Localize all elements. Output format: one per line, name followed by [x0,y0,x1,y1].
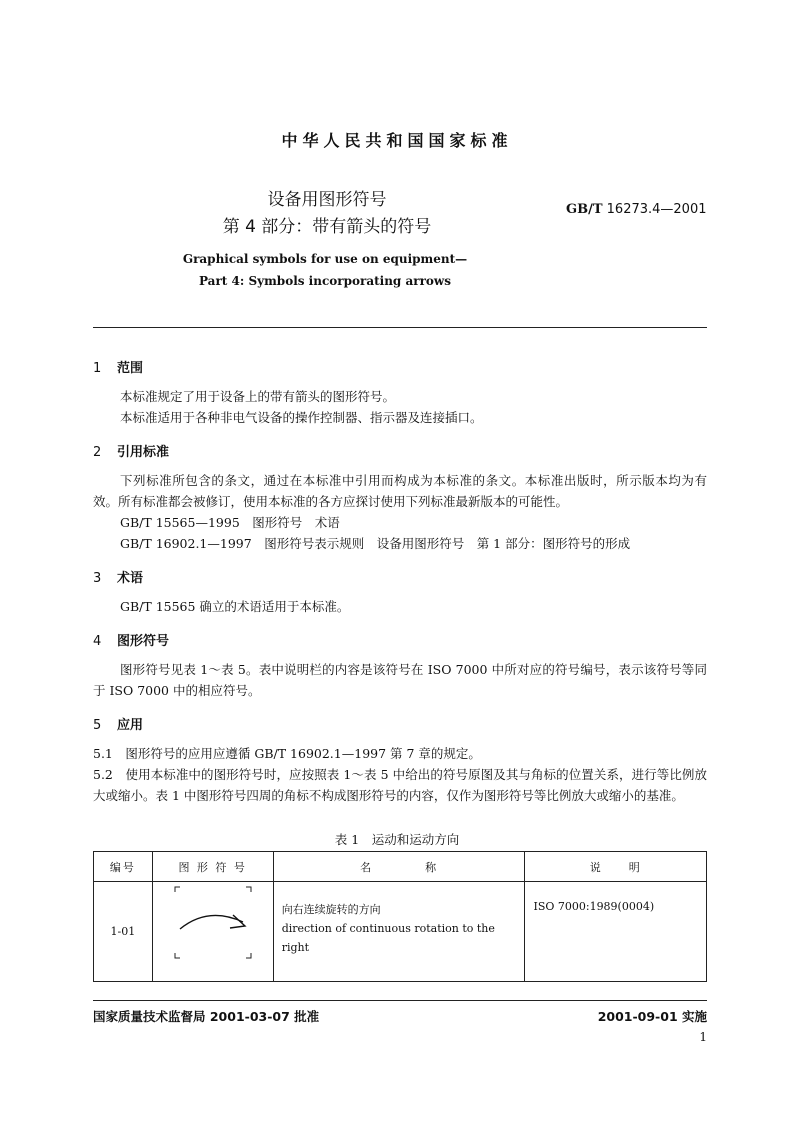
symbol-name-cell [273,882,525,982]
section-number: 2 [93,445,102,460]
national-standard-label: 中华人民共和国国家标准 [281,131,513,150]
document-subtitle: 第 4 部分：带有箭头的符号 [222,217,432,237]
english-subtitle: Part 4: Symbols incorporating arrows [198,274,451,288]
reference-item: GB/T 15565—1995 图形符号 术语 [120,515,340,530]
symbol-note: ISO 7000:1989(0004) [525,882,707,982]
symbol-table [93,851,707,982]
reference-item: GB/T 16902.1—1997 图形符号表示规则 设备用图形符号 第 1 部分：图形符号的形成 [120,536,631,551]
implementation-date: 2001-09-01 实施 [597,1009,707,1024]
clause-5-2: 5.2 使用本标准中的图形符号时，应按照表 1～表 5 中给出的符号原图及其与角标的位置关系，进行等比例放大或缩小。表 1 中图形符号四周的角标不构成图形符号的内容，仅作为图形符号等比例放大或缩小的基准。 [93,767,707,803]
section-title: 图形符号 [117,634,170,649]
section-heading-terms [93,567,143,586]
col-header-symbol: 图 形 符 号 [152,852,273,882]
page-number: 1 [699,1030,707,1044]
section-number: 1 [93,361,102,376]
clause-5-1: 5.1 图形符号的应用应遵循 GB/T 16902.1—1997 第 7 章的规定。 [93,746,481,761]
section-title: 术语 [117,571,144,586]
paragraph: GB/T 15565 确立的术语适用于本标准。 [120,599,350,614]
approval-statement: 国家质量技术监督局 2001-03-07 批准 [93,1009,320,1024]
standard-prefix: GB/T [566,202,603,217]
col-header-note: 说 明 [525,852,707,882]
table-caption: 表 1 运动和运动方向 [334,832,460,847]
table-row [94,882,707,982]
section-number: 5 [93,718,102,733]
section-number: 4 [93,634,102,649]
col-header-number: 编号 [94,852,153,882]
section-number: 3 [93,571,102,586]
english-title: Graphical symbols for use on equipment— [182,252,468,266]
section-heading-application [93,714,143,733]
symbol-cell [152,882,273,982]
section-heading-scope [93,357,143,376]
section-title: 范围 [117,361,144,376]
paragraph: 下列标准所包含的条文，通过在本标准中引用而构成为本标准的条文。本标准出版时，所示版本均为有效。所有标准都会被修订，使用本标准的各方应探讨使用下列标准最新版本的可能性。 [93,473,707,509]
footer-divider [93,1000,707,1001]
section-title: 应用 [117,718,144,733]
col-header-name: 名 称 [273,852,525,882]
symbol-name-en: direction of continuous rotation to the right [281,922,495,954]
header-divider [93,327,707,328]
section-heading-normative-references [93,441,169,460]
clockwise-curved-arrow-icon [153,882,273,963]
table-header-row [94,852,707,882]
symbol-number: 1-01 [94,882,153,982]
section-heading-graphical-symbols [93,630,169,649]
paragraph: 本标准规定了用于设备上的带有箭头的图形符号。 [120,389,396,404]
document-title: 设备用图形符号 [267,190,387,210]
symbol-name-cn: 向右连续旋转的方向 [281,903,381,916]
paragraph: 图形符号见表 1～表 5。表中说明栏的内容是该符号在 ISO 7000 中所对应的符号编号，表示该符号等同于 ISO 7000 中的相应符号。 [93,662,707,698]
standard-number [566,202,707,217]
standard-code: 16273.4—2001 [606,202,707,217]
section-title: 引用标准 [117,445,170,460]
paragraph: 本标准适用于各种非电气设备的操作控制器、指示器及连接插口。 [120,410,483,425]
